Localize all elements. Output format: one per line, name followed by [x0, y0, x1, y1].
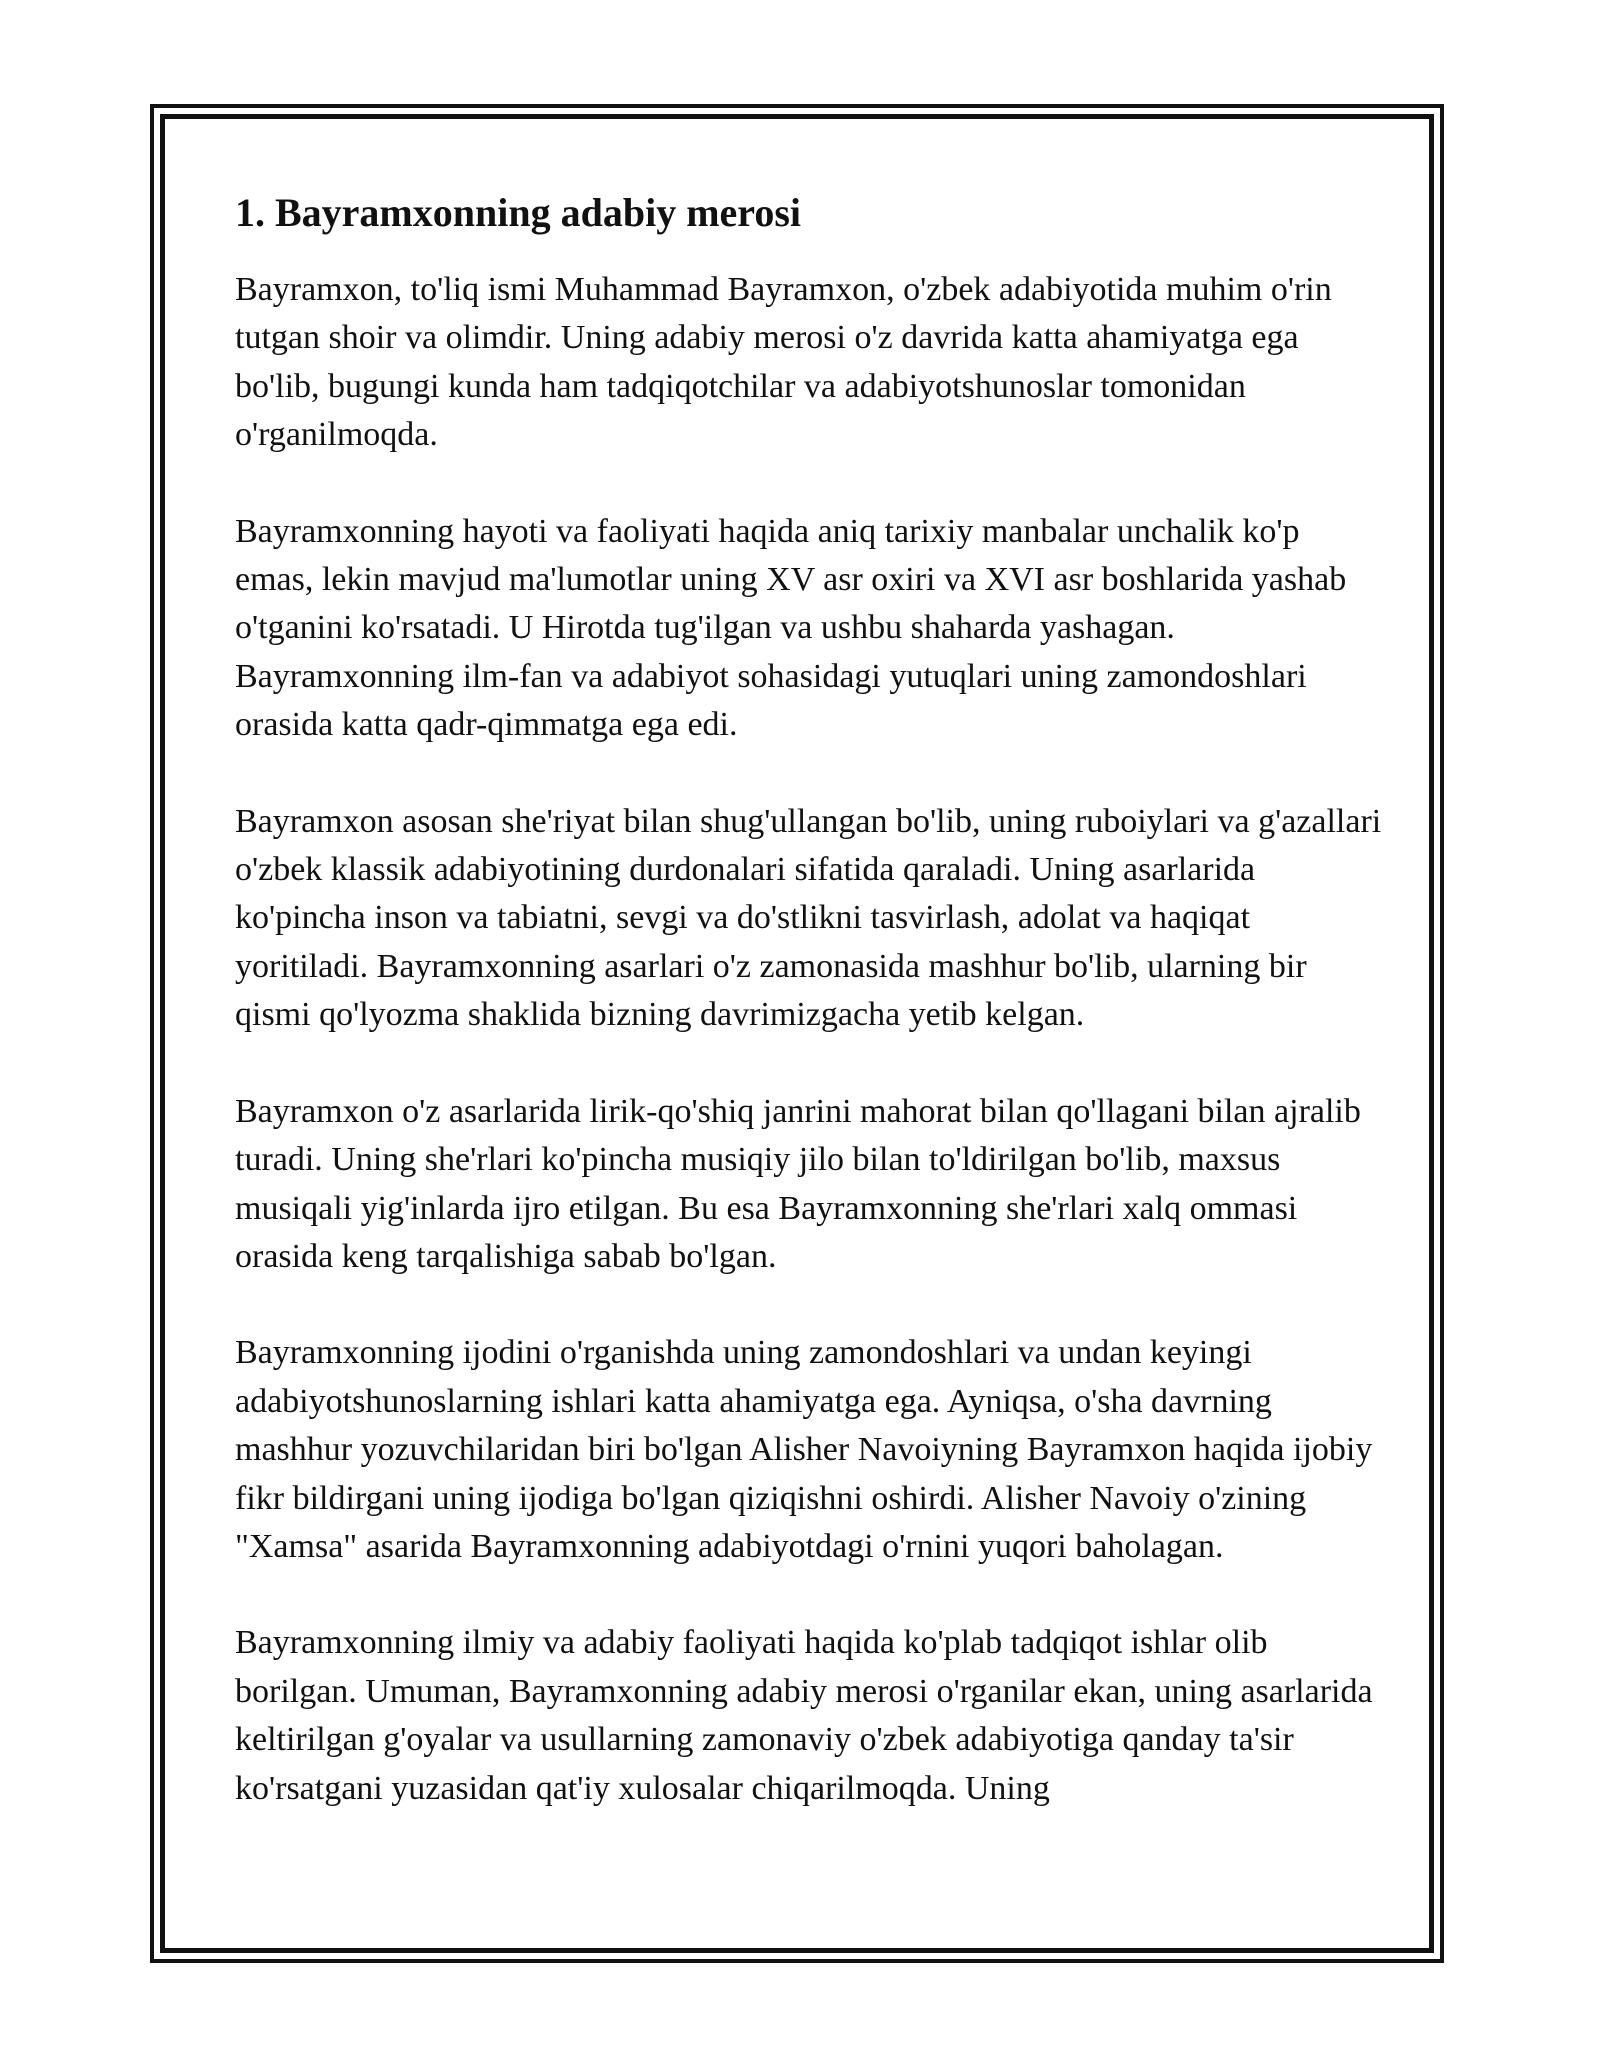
paragraph-5: Bayramxonning ijodini o'rganishda uning zamondoshlari va undan keyingi adabiyotshunoslarning ishlari katta ahamiyatga ega. Ayniqsa, o'sha davrning mashhur yozuvchilaridan biri bo'lgan Alisher Navoiyning Bayramxon haqida ijobiy fikr bildirgani uning ijodiga bo'lgan qiziqishni oshirdi. Alisher Navoiy o'zining "Xamsa" asarida Bayramxonning adabiyotdagi o'rnini yuqori baholagan.	[235, 1334, 1373, 1565]
section-heading: 1. Bayramxonning adabiy merosi	[235, 190, 801, 235]
paragraph-1: Bayramxon, to'liq ismi Muhammad Bayramxon, o'zbek adabiyotida muhim o'rin tutgan shoir va olimdir. Uning adabiy merosi o'z davrida katta ahamiyatga ega bo'lib, bugungi kunda ham tadqiqotchilar va adabiyotshunoslar tomonidan o'rganilmoqda.	[235, 271, 1332, 454]
paragraph-6: Bayramxonning ilmiy va adabiy faoliyati haqida ko'plab tadqiqot ishlar olib borilgan. Umuman, Bayramxonning adabiy merosi o'rganilar ekan, uning asarlarida keltirilgan g'oyalar va usullarning zamonaviy o'zbek adabiyotiga qanday ta'sir ko'rsatgani yuzasidan qat'iy xulosalar chiqarilmoqda. Uning	[235, 1624, 1373, 1807]
paragraph-4: Bayramxon o'z asarlarida lirik-qo'shiq janrini mahorat bilan qo'llagani bilan ajralib turadi. Uning she'rlari ko'pincha musiqiy jilo bilan to'ldirilgan bo'lib, maxsus musiqali yig'inlarda ijro etilgan. Bu esa Bayramxonning she'rlari xalq ommasi orasida keng tarqalishiga sabab bo'lgan.	[235, 1092, 1361, 1275]
document-body	[235, 186, 1385, 1861]
paragraph-3: Bayramxon asosan she'riyat bilan shug'ullangan bo'lib, uning ruboiylari va g'azallari o'zbek klassik adabiyotining durdonalari sifatida qaraladi. Uning asarlarida ko'pincha inson va tabiatni, sevgi va do'stlikni tasvirlash, adolat va haqiqat yoritiladi. Bayramxonning asarlari o'z zamonasida mashhur bo'lib, ularning bir qismi qo'lyozma shaklida bizning davrimizgacha yetib kelgan.	[235, 802, 1382, 1034]
paragraph-2: Bayramxonning hayoti va faoliyati haqida aniq tarixiy manbalar unchalik ko'p emas, lekin mavjud ma'lumotlar uning XV asr oxiri va XVI asr boshlarida yashab o'tganini ko'rsatadi. U Hirotda tug'ilgan va ushbu shaharda yashagan. Bayramxonning ilm-fan va adabiyot sohasidagi yutuqlari uning zamondoshlari orasida katta qadr-qimmatga ega edi.	[235, 512, 1347, 744]
